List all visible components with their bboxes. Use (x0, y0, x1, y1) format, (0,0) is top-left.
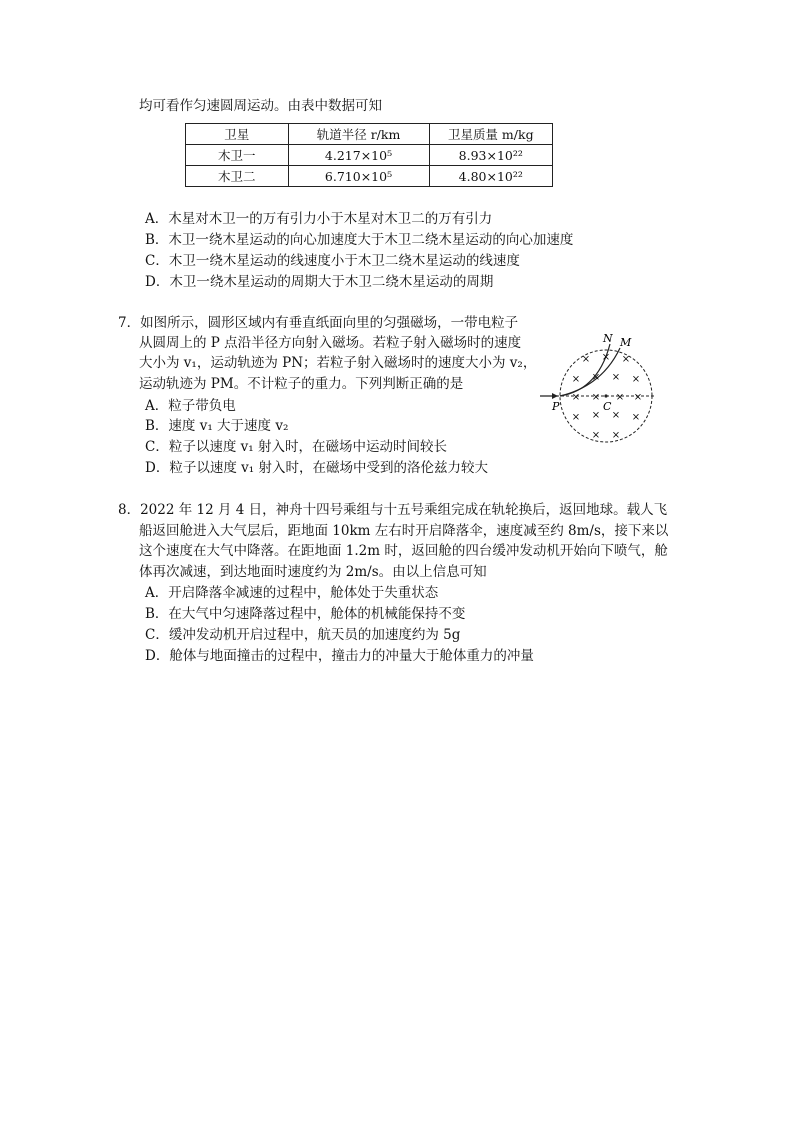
field-into-page-mark: × (591, 410, 601, 421)
table-header-cell: 卫星质量 m/kg (429, 124, 552, 145)
label-p: P (552, 400, 560, 413)
arrowhead-icon (552, 393, 558, 399)
table-cell: 6.710×10⁵ (288, 166, 429, 187)
q7-option-b: B．速度 v₁ 大于速度 v₂ (145, 418, 289, 434)
magnetic-field-diagram (540, 328, 665, 446)
q8-stem-line-4: 体再次减速，到达地面时速度约为 2m/s。由以上信息可知 (139, 564, 487, 580)
field-into-page-mark: × (631, 412, 641, 423)
table-cell: 8.93×10²² (429, 145, 552, 166)
q7-stem-line-4: 运动轨迹为 PM。不计粒子的重力。下列判断正确的是 (139, 376, 464, 392)
field-into-page-mark: × (591, 392, 601, 403)
table-header-cell: 轨道半径 r/km (288, 124, 429, 145)
q6-option-c: C．木卫一绕木星运动的线速度小于木卫二绕木星运动的线速度 (145, 253, 520, 269)
label-c: C (603, 400, 612, 413)
intro-text: 均可看作匀速圆周运动。由表中数据可知 (139, 98, 382, 114)
table-row (186, 166, 553, 187)
field-into-page-mark: × (571, 412, 581, 423)
satellite-table (185, 123, 553, 187)
q8-stem-line-1: 8．2022 年 12 月 4 日，神舟十四号乘组与十五号乘组完成在轨轮换后，返回地球。载人飞 (118, 502, 668, 518)
q7-stem-line-2: 从圆周上的 P 点沿半径方向射入磁场。若粒子射入磁场时的速度 (139, 335, 522, 351)
q7-stem-line-1: 7．如图所示，圆形区域内有垂直纸面向里的匀强磁场，一带电粒子 (118, 315, 519, 331)
field-into-page-mark: × (591, 372, 601, 383)
q8-stem-line-3: 这个速度在大气中降落。在距地面 1.2m 时，返回舱的四台缓冲发动机开始向下喷气，舱 (139, 543, 668, 559)
table-cell: 4.80×10²² (429, 166, 552, 187)
field-into-page-mark: × (633, 392, 643, 403)
q6-option-d: D．木卫一绕木星运动的周期大于木卫二绕木星运动的周期 (145, 274, 494, 290)
field-into-page-mark: × (611, 410, 621, 421)
q8-stem-line-2: 船返回舱进入大气层后，距地面 10km 左右时开启降落伞，速度减至约 8m/s，接下来以 (139, 523, 669, 539)
label-n: N (603, 332, 613, 345)
q7-stem-line-3: 大小为 v₁，运动轨迹为 PN；若粒子射入磁场时的速度大小为 v₂， (139, 355, 537, 371)
field-into-page-mark: × (591, 430, 601, 441)
q8-option-c: C．缓冲发动机开启过程中，航天员的加速度约为 5g (145, 627, 461, 643)
field-into-page-mark: × (571, 374, 581, 385)
field-into-page-mark: × (571, 392, 581, 403)
q8-option-b: B．在大气中匀速降落过程中，舱体的机械能保持不变 (145, 606, 466, 622)
q6-option-a: A．木星对木卫一的万有引力小于木星对木卫二的万有引力 (145, 211, 493, 227)
field-into-page-mark: × (581, 354, 591, 365)
field-into-page-mark: × (631, 374, 641, 385)
field-into-page-mark: × (611, 372, 621, 383)
q8-option-d: D．舱体与地面撞击的过程中，撞击力的冲量大于舱体重力的冲量 (145, 648, 534, 664)
field-into-page-mark: × (601, 352, 611, 363)
q8-option-a: A．开启降落伞减速的过程中，舱体处于失重状态 (145, 585, 439, 601)
q7-option-a: A．粒子带负电 (145, 398, 236, 414)
table-cell: 木卫二 (186, 166, 289, 187)
table-header-cell: 卫星 (186, 124, 289, 145)
table-cell: 木卫一 (186, 145, 289, 166)
center-point (604, 394, 607, 397)
q7-option-d: D．粒子以速度 v₁ 射入时，在磁场中受到的洛伦兹力较大 (145, 460, 488, 476)
table-cell: 4.217×10⁵ (288, 145, 429, 166)
table-row (186, 145, 553, 166)
field-into-page-mark: × (615, 392, 625, 403)
table-header-row (186, 124, 553, 145)
q7-option-c: C．粒子以速度 v₁ 射入时，在磁场中运动时间较长 (145, 439, 447, 455)
q6-option-b: B．木卫一绕木星运动的向心加速度大于木卫二绕木星运动的向心加速度 (145, 232, 574, 248)
field-into-page-mark: × (611, 430, 621, 441)
label-m: M (620, 336, 632, 349)
field-into-page-mark: × (621, 354, 631, 365)
